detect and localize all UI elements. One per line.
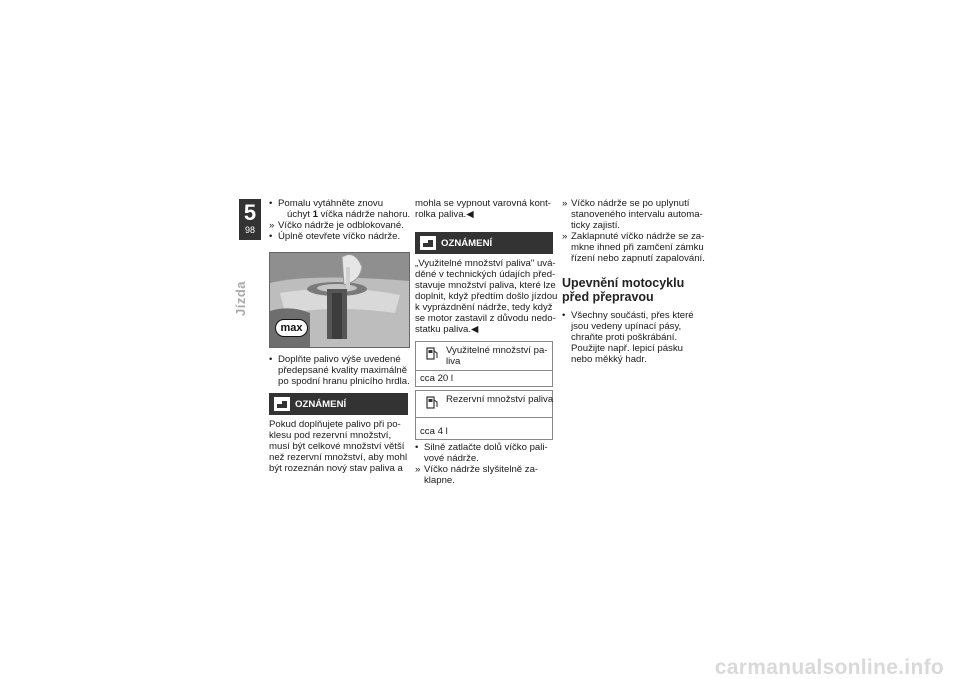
step-line: Všechny součásti, přes které xyxy=(571,310,694,321)
step-line xyxy=(278,209,411,220)
spec-value: cca 20 l xyxy=(420,373,454,384)
step-item xyxy=(269,354,408,387)
step-line: klapne. xyxy=(424,475,455,486)
fuel-pump-icon xyxy=(424,394,440,410)
chapter-number: 5 xyxy=(243,200,257,225)
step-line: Silně zatlačte dolů víčko pali- xyxy=(424,442,548,453)
notice-text-line: „Využitelné množství paliva" uvá- xyxy=(415,258,556,269)
step-line: Doplňte palivo výše uvedené xyxy=(278,354,401,365)
step-item xyxy=(562,231,705,264)
column-2 xyxy=(415,198,558,486)
step-line: Zaklapnuté víčko nádrže se za- xyxy=(571,231,705,242)
step-line: Víčko nádrže se po uplynutí xyxy=(571,198,690,209)
step-line: Pomalu vytáhněte znovu xyxy=(278,198,384,209)
notice-text-line: děné v technických údajích před- xyxy=(415,269,556,280)
notice-text-line: být rozeznán nový stav paliva a xyxy=(269,463,403,474)
step-line: jsou vedeny upínací pásy, xyxy=(571,321,682,332)
step-line: Úplně otevřete víčko nádrže. xyxy=(278,231,401,242)
step-line: Víčko nádrže je odblokované. xyxy=(278,220,404,231)
step-line: předepsané kvality maximálně xyxy=(278,365,408,376)
section-label-wrap xyxy=(235,260,249,320)
step-line-part: úchyt xyxy=(287,209,313,220)
chapter-tab xyxy=(239,199,261,240)
bullet-marker: • xyxy=(415,442,419,453)
spec-label-line: liva xyxy=(446,356,461,367)
step-line: Použijte např. lepicí pásku xyxy=(571,343,683,354)
step-line: stanoveného intervalu automa- xyxy=(571,209,703,220)
watermark: carmanualsonline.info xyxy=(714,656,944,679)
heading-line: před přepravou xyxy=(562,290,654,304)
fuel-pump-icon xyxy=(424,345,440,361)
notice-text-line: klesu pod rezervní množství, xyxy=(269,430,392,441)
step-line: vové nádrže. xyxy=(424,453,479,464)
hand-pointer-icon xyxy=(274,397,290,411)
section-label: Jízda xyxy=(233,280,248,316)
hand-pointer-icon xyxy=(420,236,436,250)
result-marker: » xyxy=(562,198,568,209)
notice-text-line: než rezervní množství, aby mohl xyxy=(269,452,408,463)
spec-label-line: Rezervní množství paliva xyxy=(446,394,554,405)
step-item xyxy=(269,209,411,220)
notice-text-line: stavuje množství paliva, které lze xyxy=(415,280,556,291)
notice-text-line: musí být celkové množství větší xyxy=(269,441,405,452)
bullet-marker: • xyxy=(269,231,273,242)
step-line: mkne ihned při zamčení zámku xyxy=(571,242,704,253)
bullet-marker: • xyxy=(269,354,273,365)
continued-text-line: rolka paliva.◀ xyxy=(415,209,474,220)
step-line: řízení nebo zapnutí zapalování. xyxy=(571,253,705,264)
step-item xyxy=(269,220,408,231)
result-marker: » xyxy=(415,464,421,475)
notice-text-line: se motor zastavil z důvodu nedo- xyxy=(415,313,556,324)
step-line: po spodní hranu plnicího hrdla. xyxy=(278,376,410,387)
step-item xyxy=(415,442,553,464)
page-number: 98 xyxy=(244,225,255,235)
step-item xyxy=(269,198,408,209)
spec-header xyxy=(416,391,552,418)
continued-text-line: mohla se vypnout varovná kont- xyxy=(415,198,551,209)
callout-number: 1 xyxy=(312,209,318,220)
notice-label: OZNÁMENÍ xyxy=(441,237,493,249)
section-heading xyxy=(562,276,702,304)
heading-line: Upevnění motocyklu xyxy=(562,276,685,290)
spec-box-usable-fuel xyxy=(415,341,553,387)
notice-text-line: Pokud doplňujete palivo při po- xyxy=(269,419,401,430)
notice-label: OZNÁMENÍ xyxy=(295,398,347,410)
result-marker: » xyxy=(562,231,568,242)
step-item xyxy=(562,198,702,231)
notice-text-line: k vyprázdnění nádrže, tedy když xyxy=(415,302,553,313)
step-line-part: víčka nádrže nahoru. xyxy=(317,209,411,220)
fuel-filler-photo xyxy=(269,252,410,348)
column-1 xyxy=(269,198,411,474)
step-item xyxy=(269,231,408,242)
notice-banner xyxy=(269,393,408,415)
step-line: chraňte proti poškrábání. xyxy=(571,332,678,343)
step-line: nebo měkký hadr. xyxy=(571,354,647,365)
step-line: ticky zajistí. xyxy=(571,220,621,231)
max-label: max xyxy=(275,319,308,337)
bullet-marker: • xyxy=(269,198,273,209)
step-item xyxy=(562,310,702,365)
notice-banner xyxy=(415,232,553,254)
notice-text-line: statku paliva.◀ xyxy=(415,324,479,335)
spec-box-reserve-fuel xyxy=(415,390,553,440)
spec-header xyxy=(416,342,552,371)
step-item xyxy=(415,464,553,486)
spec-value: cca 4 l xyxy=(420,426,448,437)
spec-label-line: Využitelné množství pa- xyxy=(446,345,548,356)
bullet-marker: • xyxy=(562,310,566,321)
column-3 xyxy=(562,198,705,365)
notice-text-line: doplnit, když předtím došlo jízdou xyxy=(415,291,558,302)
step-line: Víčko nádrže slyšitelně za- xyxy=(424,464,539,475)
result-marker: » xyxy=(269,220,275,231)
